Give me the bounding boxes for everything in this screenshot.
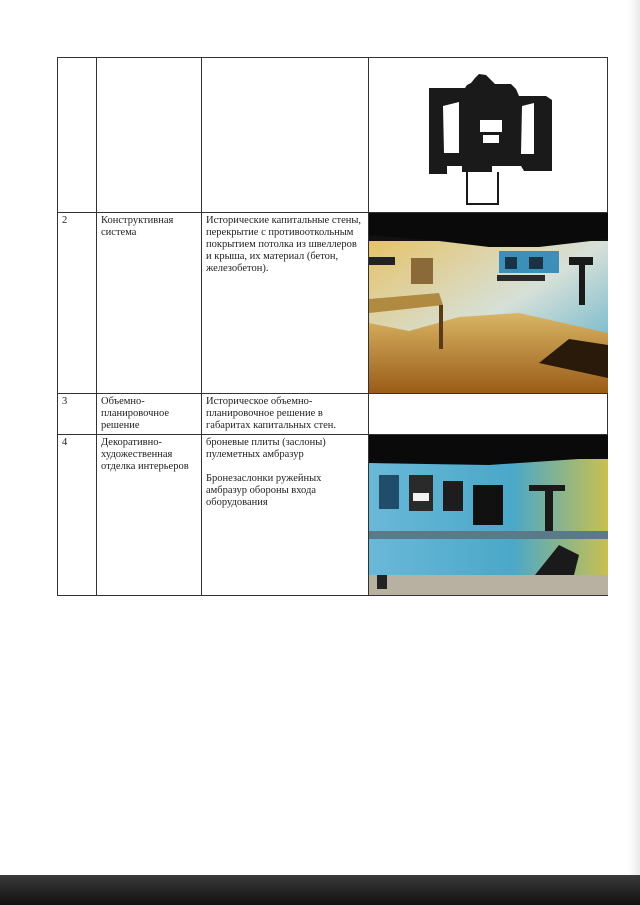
scan-edge	[628, 0, 640, 905]
row-number: 4	[58, 435, 97, 596]
table-row	[58, 58, 608, 213]
feature-name: Декоративно-художественная отделка интерьеров	[97, 435, 202, 596]
row-number: 2	[58, 213, 97, 394]
feature-description: Историческое объемно-планировочное решение в габаритах капитальных стен.	[202, 394, 369, 435]
feature-description-cell	[202, 435, 369, 596]
feature-name: Объемно-планировочное решение	[97, 394, 202, 435]
plan-building-silhouette	[429, 74, 552, 174]
floor-plan-diagram	[369, 58, 608, 212]
feature-description	[202, 58, 369, 213]
row-number	[58, 58, 97, 213]
interior-photo-embrasure	[369, 435, 608, 595]
feature-description-secondary: Бронезаслонки ружейных амбразур обороны входа оборудования	[206, 473, 322, 508]
monument-features-table	[57, 57, 608, 596]
row-number: 3	[58, 394, 97, 435]
feature-description: Исторические капитальные стены, перекрытие с противооткольным покрытием потолка из швеллеров и крыша, их материал (бетон, железобетон).	[202, 213, 369, 394]
table-row	[58, 435, 608, 596]
table-row	[58, 394, 608, 435]
feature-name	[97, 58, 202, 213]
photo-cell	[369, 435, 608, 596]
plan-diagram-cell	[369, 58, 608, 213]
scan-bottom-edge	[0, 875, 640, 905]
feature-description: броневые плиты (заслоны) пулеметных амбразур	[206, 437, 326, 460]
empty-cell	[369, 394, 608, 435]
feature-name: Конструктивная система	[97, 213, 202, 394]
photo-cell	[369, 213, 608, 394]
interior-photo-ceiling	[369, 213, 608, 393]
table-row	[58, 213, 608, 394]
plan-entrance-corridor	[467, 172, 498, 204]
